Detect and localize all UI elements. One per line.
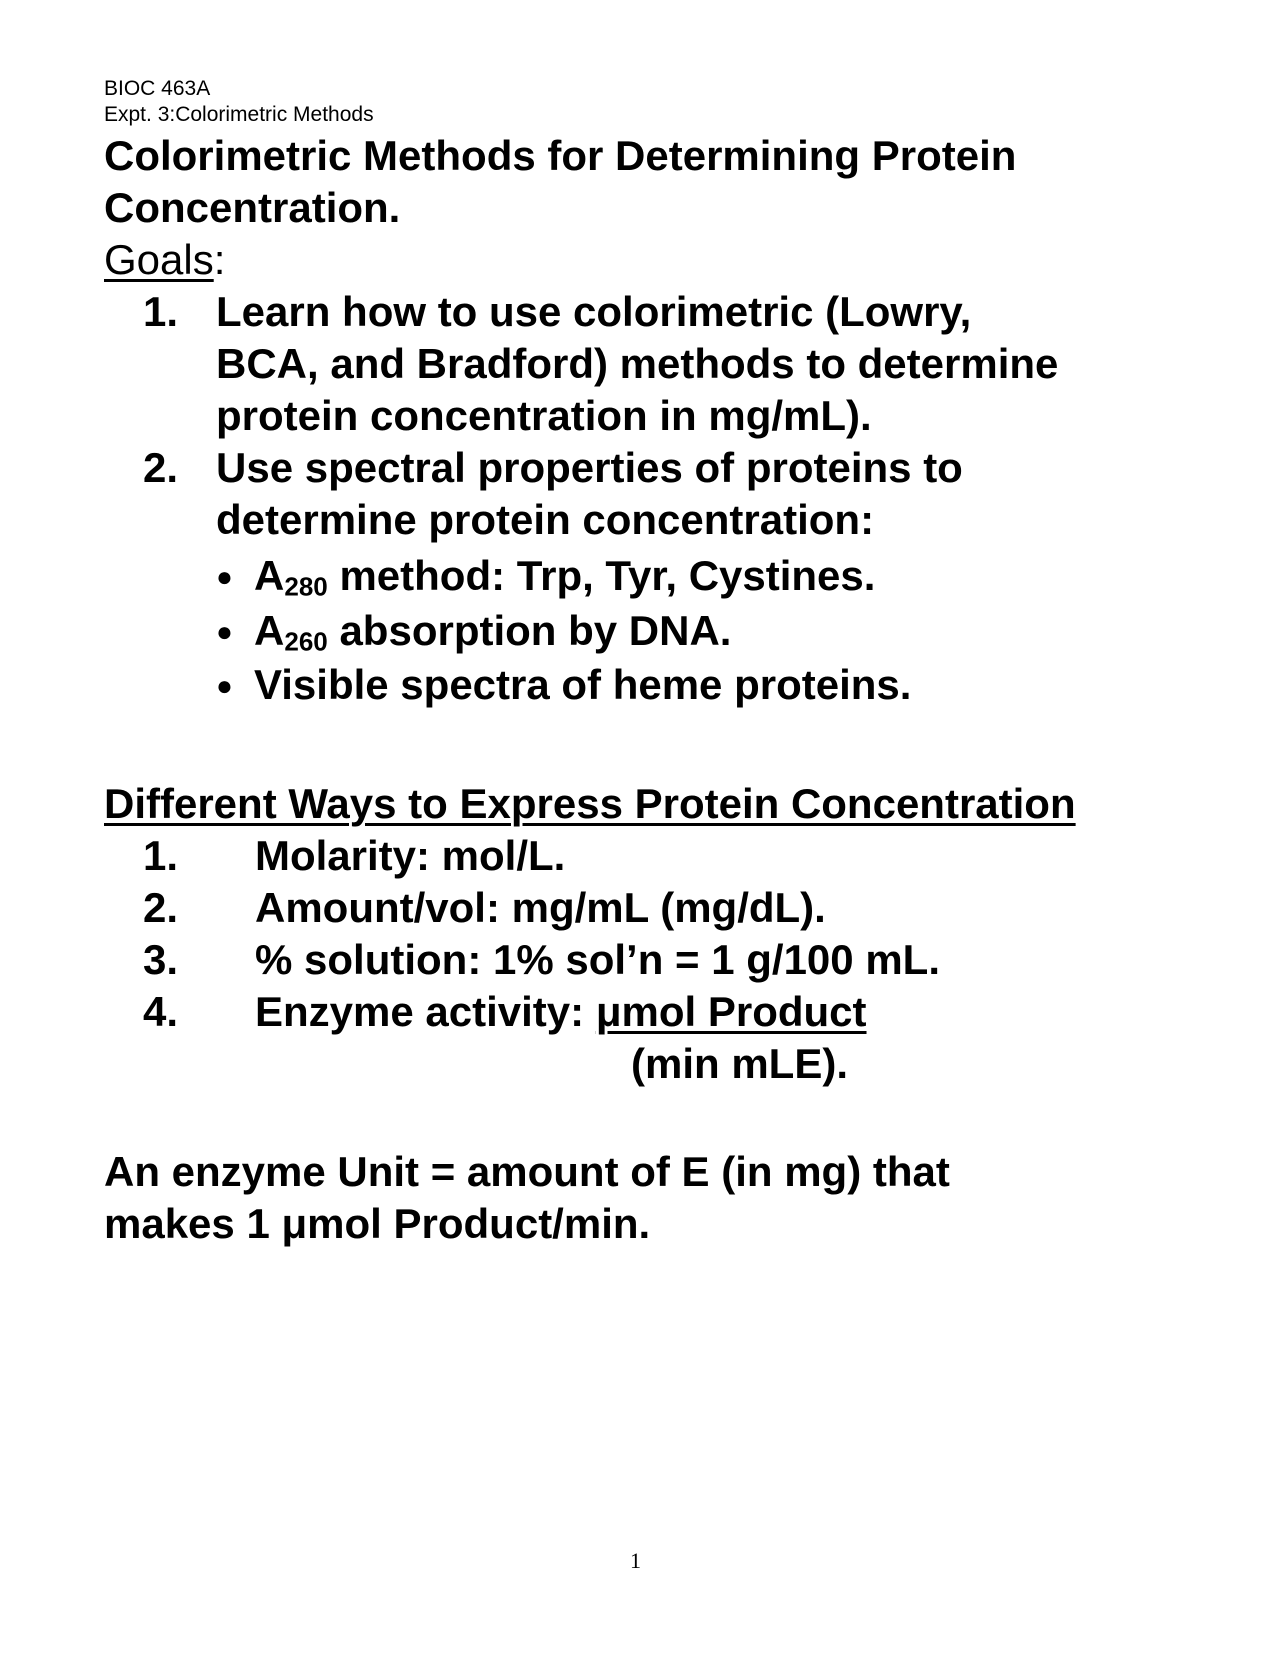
way-1-number: 1.	[143, 832, 179, 879]
goal-1-line-1: Learn how to use colorimetric (Lowry,	[216, 288, 972, 335]
bullet-dot-icon: ●	[216, 561, 233, 592]
goal-1-line-2: BCA, and Bradford) methods to determine	[216, 340, 1059, 387]
bullet-a280-subscript: 280	[284, 571, 328, 602]
way-2-text: Amount/vol: mg/mL (mg/dL).	[255, 884, 826, 931]
goal-2-number: 2.	[143, 444, 179, 491]
way-2-number: 2.	[143, 884, 179, 931]
bullet-a280-prefix: A	[254, 552, 285, 599]
experiment-label: Expt. 3:Colorimetric Methods	[104, 103, 374, 126]
page-number: 1	[630, 1548, 641, 1573]
ways-heading: Different Ways to Express Protein Concentration	[104, 780, 1076, 827]
goals-heading	[104, 234, 225, 286]
bullet-a260-subscript: 260	[284, 626, 328, 657]
way-3-text: % solution: 1% sol’n = 1 g/100 mL.	[255, 936, 940, 983]
bullet-dot-icon: ●	[216, 670, 233, 701]
unit-definition-line-1: An enzyme Unit = amount of E (in mg) that	[104, 1148, 950, 1195]
page-title-line-2: Concentration.	[104, 184, 401, 231]
goal-1-number: 1.	[143, 288, 179, 335]
activity-numerator: μmol Product	[595, 988, 867, 1035]
bullet-a280	[216, 550, 875, 603]
goal-1-line-3: protein concentration in mg/mL).	[216, 392, 872, 439]
bullet-a260-prefix: A	[254, 607, 285, 654]
course-code: BIOC 463A	[104, 77, 211, 100]
way-4-label: Enzyme activity:	[255, 988, 596, 1035]
bullet-dot-icon: ●	[216, 616, 233, 647]
way-3-number: 3.	[143, 936, 179, 983]
way-1-text: Molarity: mol/L.	[255, 832, 566, 879]
goals-heading-word: Goals	[104, 236, 214, 283]
bullet-heme-text: Visible spectra of heme proteins.	[254, 661, 912, 708]
goal-2-line-1: Use spectral properties of proteins to	[216, 444, 963, 491]
way-4-text	[255, 986, 867, 1038]
bullet-heme	[216, 659, 911, 712]
page-title-line-1: Colorimetric Methods for Determining Protein	[104, 132, 1017, 179]
way-4-number: 4.	[143, 988, 179, 1035]
goal-2-line-2: determine protein concentration:	[216, 496, 875, 543]
goals-heading-colon: :	[213, 236, 226, 283]
activity-denominator: (min mLE).	[631, 1040, 848, 1087]
unit-definition-line-2: makes 1 μmol Product/min.	[104, 1200, 651, 1247]
bullet-a260	[216, 605, 731, 658]
bullet-a260-text: absorption by DNA.	[327, 607, 732, 654]
bullet-a280-text: method: Trp, Tyr, Cystines.	[327, 552, 876, 599]
